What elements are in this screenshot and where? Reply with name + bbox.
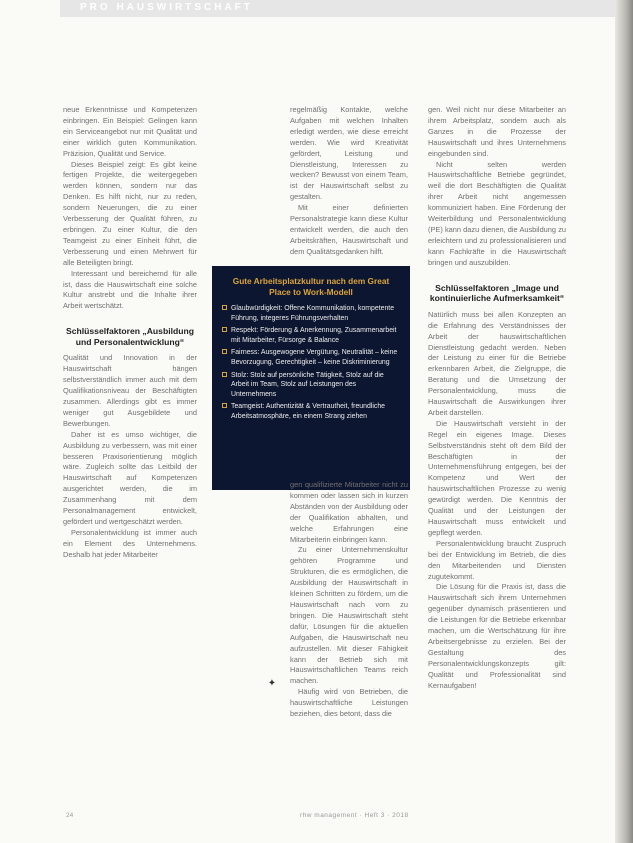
section-heading-image: Schlüsselfaktoren „Image und kontinuierliche Aufmerksamkeit“ (429, 282, 565, 304)
square-bullet-icon (222, 349, 227, 354)
paragraph: Natürlich muss bei allen Konzepten an die Erfahrung des Verständnisses der Arbeit der hauswirtschaftlichen Dienstleistung gedacht werden. Neben der Leistung zu einer für die Betriebe erkennbaren Arbeit, die Zielgruppe, die Beratung und die Umsetzung der Personalentwicklung, muss die Hauswirtschaft die Auswirkungen ihrer Arbeit darstellen. (428, 309, 566, 417)
page-number: 24 (66, 812, 74, 819)
text-column-right (428, 105, 566, 692)
paragraph: Interessant und bereichernd für alle ist, dass die Hauswirtschaft eine solche Kultur anstrebt und die Inhalte ihrer Arbeit wertschätzt. (63, 268, 197, 311)
square-bullet-icon (222, 403, 227, 408)
paragraph: Mit einer definierten Personalstrategie kann diese Kultur entwickelt werden, die auch den Arbeitskräften, Hauswirtschaft und dem Qualitätsgedanken hilft. (290, 203, 408, 256)
infobox-item (222, 402, 400, 421)
section-label: PRO HAUSWIRTSCHAFT (80, 2, 253, 13)
paragraph: Personalentwicklung ist immer auch ein Element des Unternehmens. Deshalb hat jeder Mitarbeiter (63, 527, 197, 559)
square-bullet-icon (222, 372, 227, 377)
paragraph: gen qualifizierte Mitarbeiter nicht zu kommen oder lassen sich in kurzen Abständen von der Ausbildung oder der Qualifikation abhalten, und welche Erfahrungen eine Mitarbeiterin einbringen kann. (290, 480, 408, 544)
infobox-item (222, 348, 400, 367)
text-column-middle-bottom (290, 480, 408, 720)
infobox-title: Gute Arbeitsplatzkultur nach dem Great Place to Work-Modell (232, 276, 390, 297)
paragraph: Qualität und Innovation in der Hauswirtschaft hängen selbstverständlich immer auch mit dem Qualifikationsniveau der Beschäftigten zusammen. Allerdings gibt es immer weniger gut Ausgebildete und Bewerbungen. (63, 353, 197, 428)
paragraph: gen. Weil nicht nur diese Mitarbeiter an ihrem Arbeitsplatz, sondern auch als Ganzes in die Prozesse der Hauswirtschaft und ihres Unternehmens eingebunden sind. (428, 105, 566, 158)
paragraph: neue Erkenntnisse und Kompetenzen einbringen. Ein Beispiel: Gelingen kann ein Serviceangebot nur mit Qualität und einer wirklich guten Kommunikation. Präzision, Qualität und Service. (63, 105, 197, 158)
square-bullet-icon (222, 327, 227, 332)
page-edge (615, 0, 633, 843)
paragraph: Daher ist es umso wichtiger, die Ausbildung zu verbessern, was mit einer besseren Praxisorientierung möglich wäre. Zugleich sollte das Leitbild der Hauswirtschaft auf Kompetenzen ausgerichtet werden, die im Zusammenhang mit dem Personalmanagement entwickelt, gefördert und wertgeschätzt werden. (63, 429, 197, 526)
infobox-item-text: Glaubwürdigkeit: Offene Kommunikation, kompetente Führung, integeres Führungsverhalten (231, 305, 395, 322)
paragraph: regelmäßig Kontakte, welche Aufgaben mit welchen Inhalten erledigt werden, wie diese erreicht werden. Wie wird Kreativität gefördert, Leistung und Dienstleistung, Interessen zu wecken? Bewusst von einem Team, ist der Hauswirtschaft selbst zu gestalten. (290, 105, 408, 202)
decorative-ornament-icon: ✦ (267, 678, 277, 689)
infobox-item-text: Respekt: Förderung & Anerkennung, Zusammenarbeit mit Mitarbeiter, Fürsorge & Balance (231, 327, 397, 344)
footer-publication-line: rhw management · Heft 3 · 2018 (300, 812, 409, 819)
infobox-list (222, 304, 400, 422)
text-column-middle-top (290, 105, 408, 258)
section-heading-ausbildung: Schlüsselfaktoren „Ausbildung und Personalentwicklung“ (66, 326, 194, 347)
paragraph: Häufig wird von Betrieben, die hauswirtschaftliche Leistungen beziehen, dies betont, dass die (290, 687, 408, 719)
infobox-item-text: Teamgeist: Authentizität & Vertrautheit, freundliche Arbeitsatmosphäre, ein einem Strang ziehen (231, 403, 385, 420)
text-column-left (63, 105, 197, 561)
great-place-to-work-infobox (212, 266, 410, 490)
infobox-item (222, 304, 400, 323)
section-header-band (60, 0, 620, 17)
square-bullet-icon (222, 305, 227, 310)
paragraph: Dieses Beispiel zeigt: Es gibt keine fertigen Projekte, die weitergegeben werden können, sondern nur das Denken. Es hilft nicht, nur zu reden, sondern Neuerungen, die zu einer Verbesserung der Qualität führen, zu erbringen. Zu einer Kultur, die den Teamgeist zu einer Einheit führt, die Verbesserung und einen Mehrwert für alle Beteiligten bringt. (63, 159, 197, 267)
paragraph: Nicht selten werden Hauswirtschaftliche Betriebe gegründet, weil die dort Beschäftigten die Qualität ihrer Arbeit nicht angemessen kommuniziert haben. Eine Förderung der Weiterbildung und Personalentwicklung (PE) kann dazu dienen, die Ausbildung zu erleichtern und zu professionalisieren und kann Fachkräfte in die Hauswirtschaft bringen und auszubilden. (428, 159, 566, 267)
paragraph: Personalentwicklung braucht Zuspruch bei der Entwicklung im Betrieb, die dies den Mitarbeitenden und Diensten zugutekommt. (428, 538, 566, 581)
infobox-item (222, 326, 400, 345)
paragraph: Die Hauswirtschaft versteht in der Regel ein eigenes Image. Dieses Selbstverständnis steht oft dem Bild der Beschäftigten in der Unternehmensführung entgegen, bei der Kompetenz und Wert der hauswirtschaftlichen Prozesse zu wenig gewürdigt werden. Die Kenntnis der Qualität und der Leistungen der Hauswirtschaft muss entwickelt und gepflegt werden. (428, 418, 566, 537)
paragraph: Zu einer Unternehmenskultur gehören Programme und Strukturen, die es ermöglichen, die Ausbildung der Hauswirtschaft in kleinen Schritten zu fördern, um die Hauswirtschaft nach vorn zu bringen. Die Hauswirtschaft steht dafür, Lösungen für die aktuellen Aufgaben, die Hauswirtschaft neu aufzustellen. Mit dieser Fähigkeit kann der Betrieb sich mit Hauswirtschaftlichen Teams reich machen. (290, 545, 408, 686)
infobox-item-text: Stolz: Stolz auf persönliche Tätigkeit, Stolz auf die Arbeit im Team, Stolz auf Leistungen des Unternehmens (231, 371, 384, 398)
paragraph: Die Lösung für die Praxis ist, dass die Hauswirtschaft sich ihrem Unternehmen gegenüber dynamisch präsentieren und die Leistungen für die Betriebe erkennbar machen, um die Wertschätzung für ihre Arbeitsergebnisse zu erzielen. Bei der Gestaltung des Personalentwicklungskonzepts gilt: Qualität und Professionalität sind Kernaufgaben! (428, 582, 566, 690)
infobox-item (222, 371, 400, 400)
infobox-item-text: Fairness: Ausgewogene Vergütung, Neutralität – keine Bevorzugung, Gerechtigkeit – keine Diskriminierung (231, 349, 398, 366)
